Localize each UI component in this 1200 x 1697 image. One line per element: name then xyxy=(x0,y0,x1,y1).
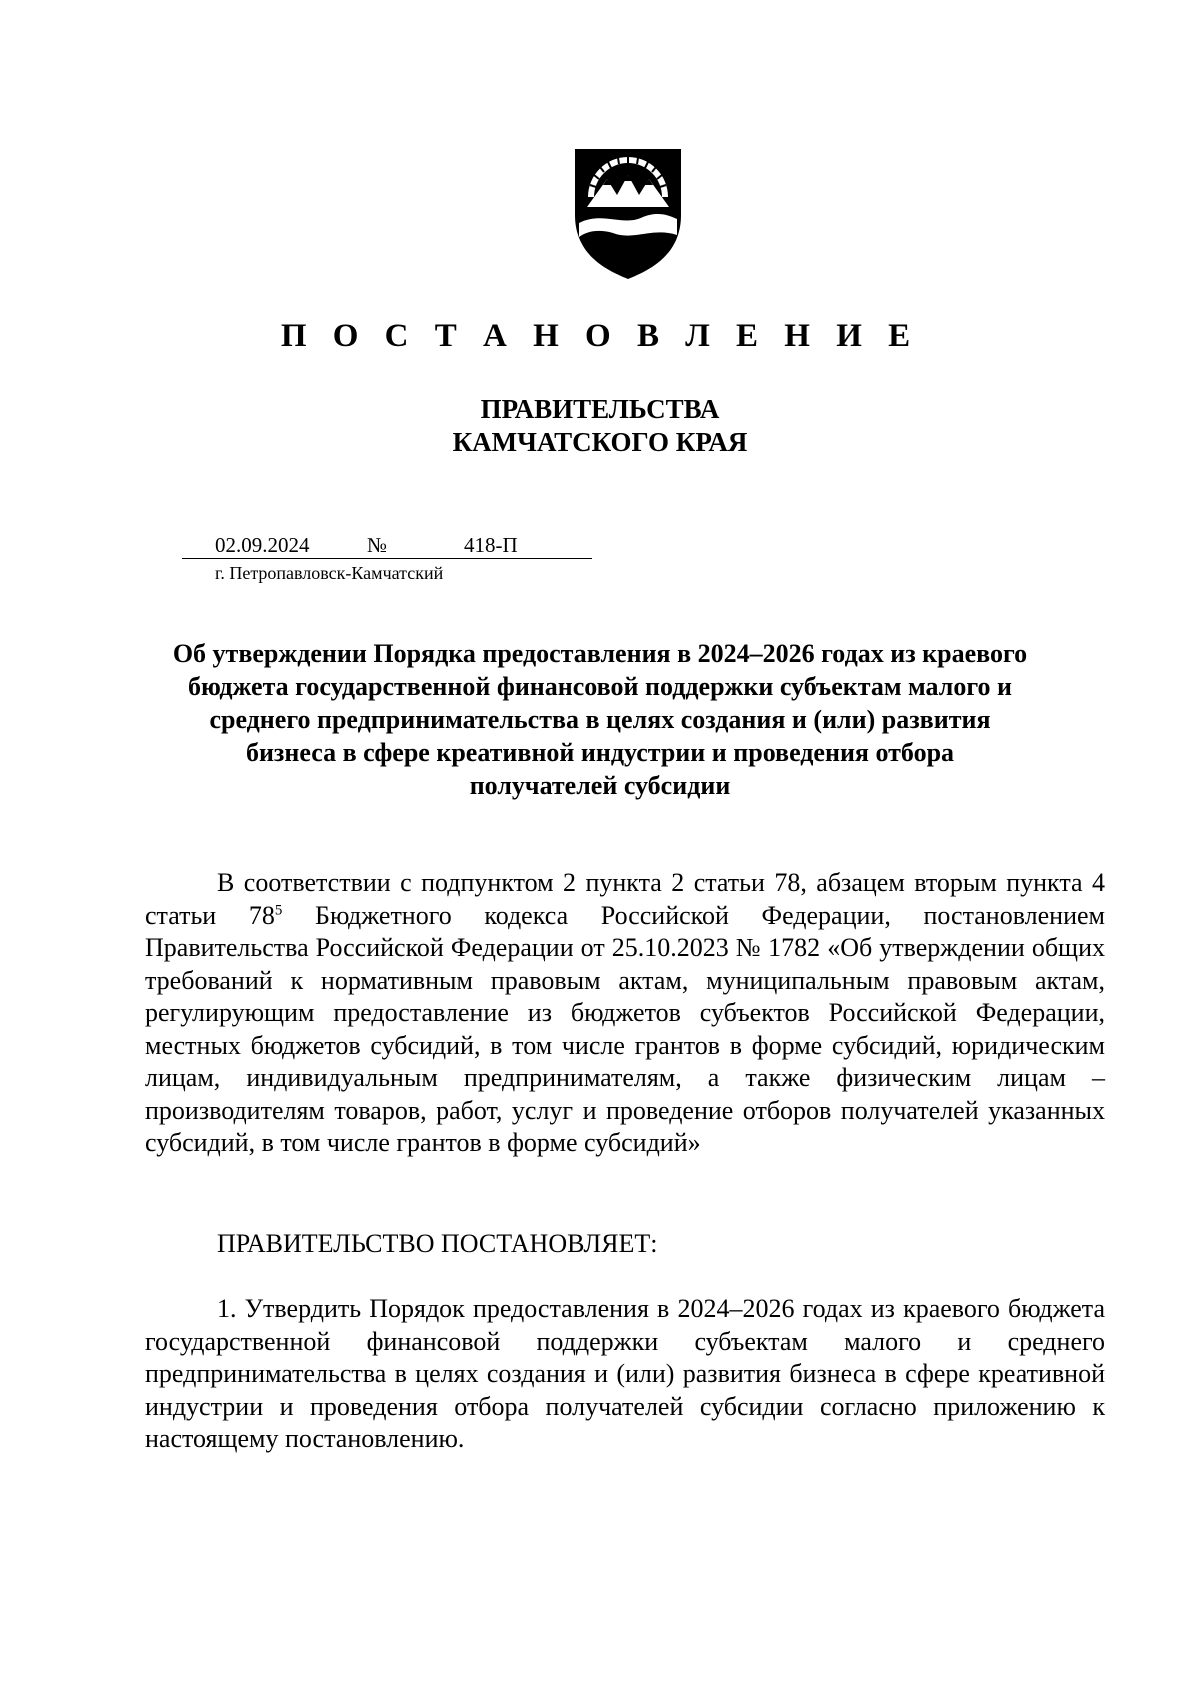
heading-line: среднего предпринимательства в целях создания и (или) развития xyxy=(209,705,991,734)
resolution-formula: ПРАВИТЕЛЬСТВО ПОСТАНОВЛЯЕТ: xyxy=(217,1229,658,1258)
resolution-item-1: 1. Утвердить Порядок предоставления в 2024–2026 годах из краевого бюджета государственной финансовой поддержки субъектам малого и среднего предпринимательства в целях создания и (или) развития бизнеса в сфере креативной индустрии и проведения отбора получателей субсидии согласно приложению к настоящему постановлению. xyxy=(145,1294,1105,1453)
document-requisites xyxy=(182,531,592,591)
heading-line: Об утверждении Порядка предоставления в 2024–2026 годах из краевого xyxy=(172,639,1028,668)
heading-line: бизнеса в сфере креативной индустрии и проведения отбора xyxy=(245,738,955,767)
requisites-underline xyxy=(182,558,592,559)
heading-line: бюджета государственной финансовой поддержки субъектам малого и xyxy=(187,672,1013,701)
number-sign: № xyxy=(367,533,388,557)
issuing-body xyxy=(0,393,1200,459)
document-title: П О С Т А Н О В Л Е Н И Е xyxy=(280,318,920,354)
document-city: г. Петропавловск-Камчатский xyxy=(215,563,444,583)
heading-line: получателей субсидии xyxy=(469,771,731,800)
coat-of-arms-icon xyxy=(573,145,683,280)
preamble-paragraph xyxy=(145,867,1105,1160)
document-number: 418-П xyxy=(464,533,518,557)
issuing-body-line: ПРАВИТЕЛЬСТВА xyxy=(480,394,720,424)
article-superscript: 5 xyxy=(274,901,283,918)
document-date: 02.09.2024 xyxy=(215,533,310,557)
document-heading xyxy=(150,637,1050,802)
issuing-body-line: КАМЧАТСКОГО КРАЯ xyxy=(452,427,748,457)
preamble-text-end: Бюджетного кодекса Российской Федерации, постановлением Правительства Российской Федерации от 25.10.2023 № 1782 «Об утверждении общих требований к нормативным правовым актам, муниципальным правовым актам, регулирующим предоставление из бюджетов субъектов Российской Федерации, местных бюджетов субсидий, в том числе грантов в форме субсидий, юридическим лицам, индивидуальным предпринимателям, а также физическим лицам – производителям товаров, работ, услуг и проведение отборов получателей указанных субсидий, в том числе грантов в форме субсидий» xyxy=(145,900,1105,1157)
preamble-text-start: В соответствии с подпунктом 2 пункта 2 статьи 78, абзацем вторым пункта 4 статьи 78 xyxy=(145,868,1105,930)
